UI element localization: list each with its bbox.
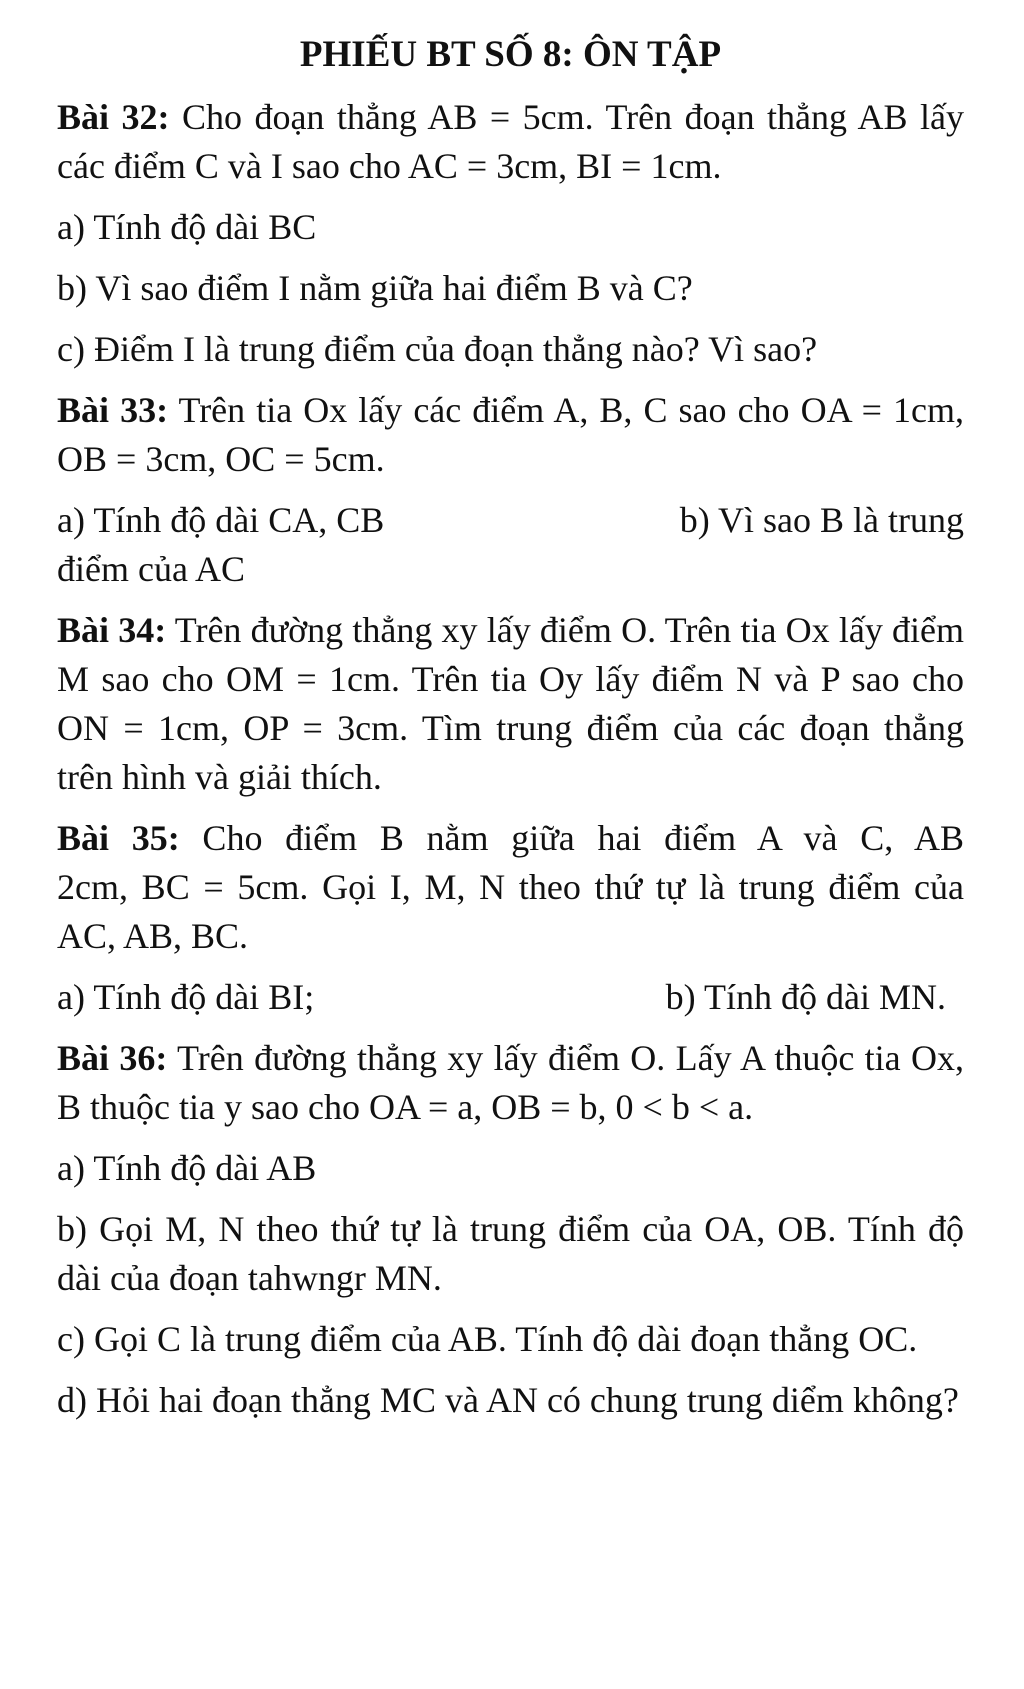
bai36-part-a: a) Tính độ dài AB bbox=[57, 1148, 317, 1188]
bai32-text: Cho đoạn thẳng AB = 5cm. Trên đoạn thẳng AB lấy các điểm C và I sao cho AC = 3cm, BI = 1cm. bbox=[57, 97, 964, 186]
bai35-label: Bài 35: bbox=[57, 818, 180, 858]
bai36-label: Bài 36: bbox=[57, 1038, 168, 1078]
bai32-label: Bài 32: bbox=[57, 97, 170, 137]
bai35-prompt-line2: 2cm, BC = 5cm. Gọi I, M, N theo thứ tự là trung điểm của AC, AB, BC. bbox=[57, 867, 964, 956]
bai35-part-b: b) Tính độ dài MN. bbox=[665, 977, 946, 1017]
bai36-text: Trên đường thẳng xy lấy điểm O. Lấy A thuộc tia Ox, B thuộc tia y sao cho OA = a, OB = b, 0 < b < a. bbox=[57, 1038, 964, 1127]
bai33-part-a: a) Tính độ dài CA, CB bbox=[57, 500, 385, 540]
bai33-prompt bbox=[57, 386, 964, 484]
bai35-prompt-line1 bbox=[57, 814, 964, 863]
bai33-label: Bài 33: bbox=[57, 390, 169, 430]
bai34-text: Trên đường thẳng xy lấy điểm O. Trên tia Ox lấy điểm M sao cho OM = 1cm. Trên tia Oy lấy điểm N và P sao cho ON = 1cm, OP = 3cm. Tìm trung điểm của các đoạn thẳng trên hình và giải thích. bbox=[57, 610, 964, 797]
worksheet-title: PHIẾU BT SỐ 8: ÔN TẬP bbox=[299, 34, 722, 75]
bai35-part-a: a) Tính độ dài BI; bbox=[57, 977, 315, 1017]
bai36-part-b: b) Gọi M, N theo thứ tự là trung điểm của OA, OB. Tính độ dài của đoạn tahwngr MN. bbox=[57, 1209, 964, 1298]
bai32-prompt bbox=[57, 93, 964, 191]
bai33-parts-row bbox=[57, 496, 964, 545]
bai36-part-d: d) Hỏi hai đoạn thẳng MC và AN có chung trung diểm không? bbox=[57, 1380, 959, 1420]
bai36-prompt bbox=[57, 1034, 964, 1132]
bai34-prompt bbox=[57, 606, 964, 802]
bai32-part-c: c) Điểm I là trung điểm của đoạn thẳng nào? Vì sao? bbox=[57, 329, 818, 369]
bai35-text1: Cho điểm B nằm giữa hai điểm A và C, AB bbox=[179, 818, 964, 858]
bai32-part-a: a) Tính độ dài BC bbox=[57, 207, 317, 247]
bai33-text: Trên tia Ox lấy các điểm A, B, C sao cho OA = 1cm, OB = 3cm, OC = 5cm. bbox=[57, 390, 964, 479]
bai36-part-c: c) Gọi C là trung điểm của AB. Tính độ dài đoạn thẳng OC. bbox=[57, 1319, 918, 1359]
bai32-part-b: b) Vì sao điểm I nằm giữa hai điểm B và C? bbox=[57, 268, 693, 308]
bai33-part-b-cont: điểm của AC bbox=[57, 549, 245, 589]
bai34-label: Bài 34: bbox=[57, 610, 167, 650]
bai33-part-b: b) Vì sao B là trung bbox=[679, 500, 964, 540]
bai35-parts-row bbox=[57, 973, 964, 1022]
